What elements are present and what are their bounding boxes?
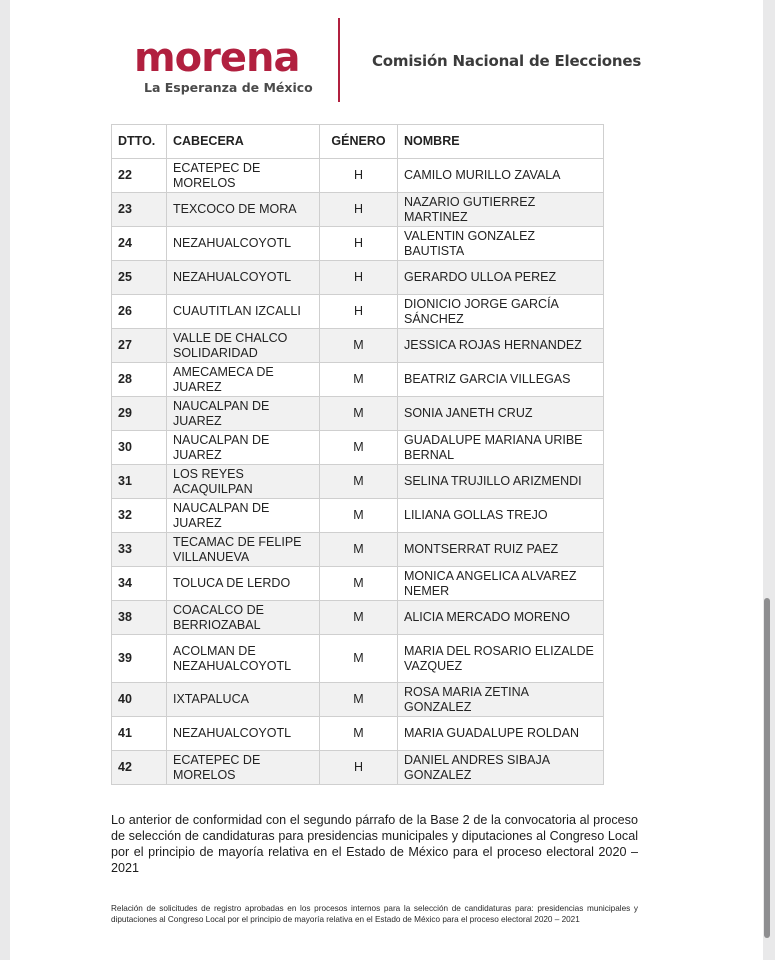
nombre-cell: LILIANA GOLLAS TREJO [398,499,604,533]
table-row [112,717,604,751]
nombre-cell: JESSICA ROJAS HERNANDEZ [398,329,604,363]
genero-cell: M [320,499,398,533]
dtto-cell: 31 [112,465,167,499]
nombre-cell: NAZARIO GUTIERREZ MARTINEZ [398,193,604,227]
cabecera-cell: CUAUTITLAN IZCALLI [167,295,320,329]
table-row [112,683,604,717]
genero-cell: H [320,193,398,227]
cabecera-cell: COACALCO DE BERRIOZABAL [167,601,320,635]
cabecera-cell: ECATEPEC DE MORELOS [167,159,320,193]
cabecera-cell: NAUCALPAN DE JUAREZ [167,499,320,533]
dtto-cell: 39 [112,635,167,683]
genero-cell: M [320,397,398,431]
cabecera-cell: TECAMAC DE FELIPE VILLANUEVA [167,533,320,567]
genero-cell: M [320,329,398,363]
cabecera-cell: TOLUCA DE LERDO [167,567,320,601]
cabecera-cell: VALLE DE CHALCO SOLIDARIDAD [167,329,320,363]
genero-cell: M [320,567,398,601]
dtto-cell: 32 [112,499,167,533]
table-row [112,635,604,683]
genero-cell: H [320,295,398,329]
table-row [112,751,604,785]
dtto-cell: 23 [112,193,167,227]
table-row [112,329,604,363]
dtto-cell: 30 [112,431,167,465]
header-genero: GÉNERO [320,125,398,159]
morena-logo: morena [134,35,300,81]
genero-cell: H [320,159,398,193]
genero-cell: M [320,683,398,717]
dtto-cell: 27 [112,329,167,363]
genero-cell: M [320,465,398,499]
header-divider [338,18,340,102]
nombre-cell: MONTSERRAT RUIZ PAEZ [398,533,604,567]
table-row [112,261,604,295]
genero-cell: M [320,635,398,683]
table-row [112,397,604,431]
genero-cell: M [320,431,398,465]
dtto-cell: 24 [112,227,167,261]
dtto-cell: 34 [112,567,167,601]
genero-cell: M [320,363,398,397]
genero-cell: M [320,601,398,635]
candidates-table [111,124,604,785]
cabecera-cell: TEXCOCO DE MORA [167,193,320,227]
header-nombre: NOMBRE [398,125,604,159]
table-row [112,601,604,635]
dtto-cell: 29 [112,397,167,431]
table-row [112,227,604,261]
cabecera-cell: NEZAHUALCOYOTL [167,717,320,751]
scrollbar-thumb[interactable] [764,598,770,938]
nombre-cell: CAMILO MURILLO ZAVALA [398,159,604,193]
table-row [112,295,604,329]
nombre-cell: ROSA MARIA ZETINA GONZALEZ [398,683,604,717]
cabecera-cell: NAUCALPAN DE JUAREZ [167,431,320,465]
nombre-cell: SELINA TRUJILLO ARIZMENDI [398,465,604,499]
cabecera-cell: AMECAMECA DE JUAREZ [167,363,320,397]
genero-cell: H [320,751,398,785]
logo-tagline: La Esperanza de México [144,80,313,95]
cabecera-cell: NAUCALPAN DE JUAREZ [167,397,320,431]
conformity-paragraph: Lo anterior de conformidad con el segundo párrafo de la Base 2 de la convocatoria al proceso de selección de candidaturas para presidencias municipales y diputaciones al Congreso Local por el principio de mayoría relativa en el Estado de México para el proceso electoral 2020 – 2021 [111,813,638,875]
dtto-cell: 28 [112,363,167,397]
cabecera-cell: NEZAHUALCOYOTL [167,261,320,295]
table-header-row [112,125,604,159]
cabecera-cell: IXTAPALUCA [167,683,320,717]
table-row [112,431,604,465]
table-row [112,159,604,193]
dtto-cell: 41 [112,717,167,751]
genero-cell: M [320,717,398,751]
nombre-cell: VALENTIN GONZALEZ BAUTISTA [398,227,604,261]
nombre-cell: ALICIA MERCADO MORENO [398,601,604,635]
nombre-cell: DIONICIO JORGE GARCÍA SÁNCHEZ [398,295,604,329]
nombre-cell: MARIA DEL ROSARIO ELIZALDE VAZQUEZ [398,635,604,683]
dtto-cell: 38 [112,601,167,635]
table-row [112,567,604,601]
table-row [112,363,604,397]
cabecera-cell: ACOLMAN DE NEZAHUALCOYOTL [167,635,320,683]
dtto-cell: 33 [112,533,167,567]
nombre-cell: MONICA ANGELICA ALVAREZ NEMER [398,567,604,601]
genero-cell: H [320,227,398,261]
header-title: Comisión Nacional de Elecciones [372,52,642,70]
dtto-cell: 26 [112,295,167,329]
nombre-cell: MARIA GUADALUPE ROLDAN [398,717,604,751]
table-row [112,465,604,499]
cabecera-cell: LOS REYES ACAQUILPAN [167,465,320,499]
cabecera-cell: ECATEPEC DE MORELOS [167,751,320,785]
nombre-cell: GERARDO ULLOA PEREZ [398,261,604,295]
nombre-cell: SONIA JANETH CRUZ [398,397,604,431]
dtto-cell: 40 [112,683,167,717]
genero-cell: H [320,261,398,295]
nombre-cell: GUADALUPE MARIANA URIBE BERNAL [398,431,604,465]
dtto-cell: 25 [112,261,167,295]
table-row [112,499,604,533]
header-dtto: DTTO. [112,125,167,159]
genero-cell: M [320,533,398,567]
dtto-cell: 22 [112,159,167,193]
nombre-cell: DANIEL ANDRES SIBAJA GONZALEZ [398,751,604,785]
footer-note: Relación de solicitudes de registro aprobadas en los procesos internos para la selección de candidaturas para: presidencias municipales y diputaciones al Congreso Local por el principio de mayoría relativa en el Estado de México para el proceso electoral 2020 – 2021 [111,904,638,924]
dtto-cell: 42 [112,751,167,785]
table-row [112,533,604,567]
cabecera-cell: NEZAHUALCOYOTL [167,227,320,261]
header-cabecera: CABECERA [167,125,320,159]
nombre-cell: BEATRIZ GARCIA VILLEGAS [398,363,604,397]
table-row [112,193,604,227]
